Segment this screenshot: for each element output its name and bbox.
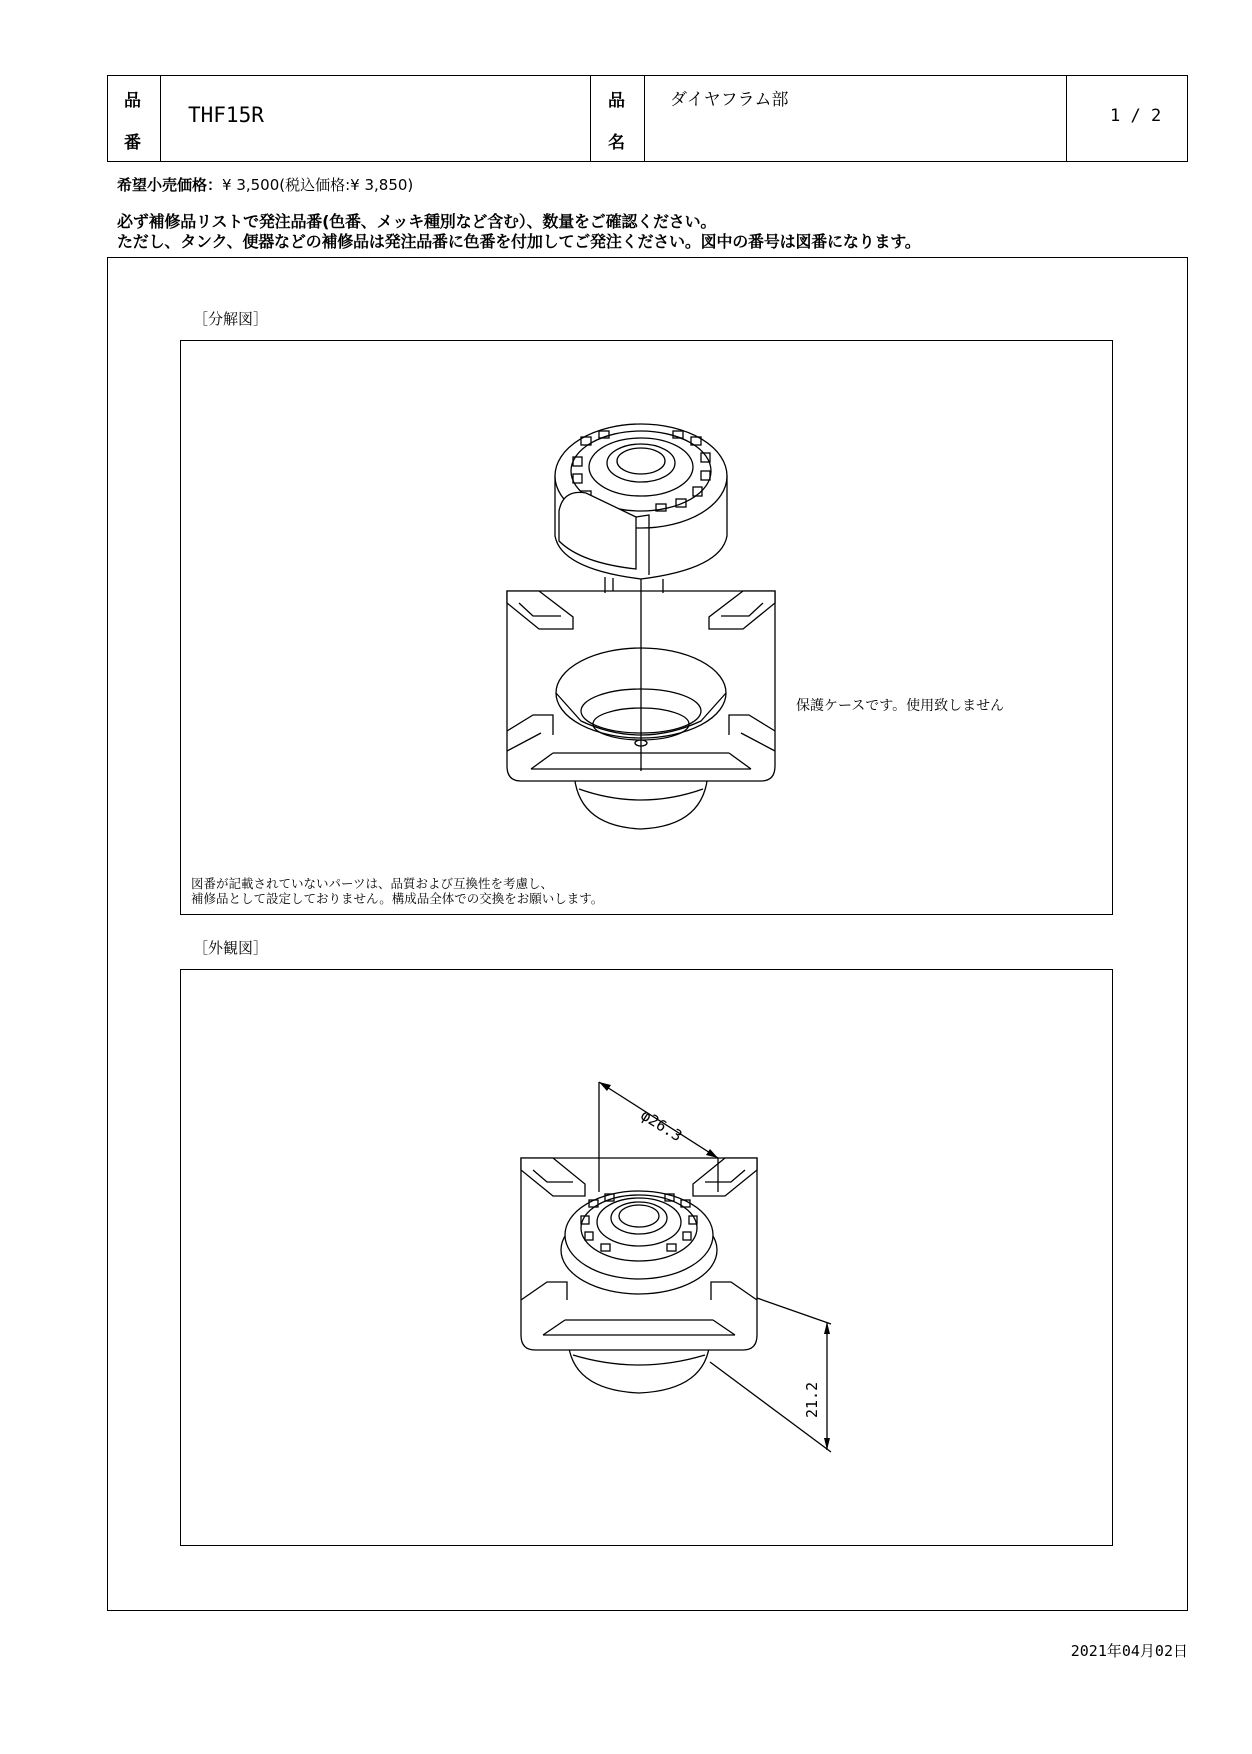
diameter-dimension: φ26.3 (637, 1106, 686, 1146)
part-name-label-bottom: 名 (608, 133, 625, 153)
page-number: 1 / 2 (1110, 106, 1162, 126)
external-view-drawing (181, 970, 1112, 1545)
retail-price (117, 174, 413, 195)
exploded-view-label: ［分解図］ (193, 310, 269, 328)
issue-date: 2021年04月02日 (1070, 1642, 1188, 1660)
protection-case-callout: 保護ケースです。使用致しません (796, 698, 1005, 714)
external-view-panel (180, 969, 1113, 1546)
part-name: ダイヤフラム部 (670, 90, 789, 110)
external-view-label: ［外観図］ (193, 939, 269, 957)
part-number-label-bottom: 番 (124, 133, 141, 153)
exploded-footnote-1: 図番が記載されていないパーツは、品質および互換性を考慮し、 (191, 876, 554, 891)
price-label: 希望小売価格： (117, 176, 223, 194)
exploded-footnote-2: 補修品として設定しておりません。構成品全体での交換をお願いします。 (191, 891, 604, 906)
exploded-view-panel (180, 340, 1113, 915)
height-dimension: 21.2 (803, 1381, 821, 1418)
note-line-1: 必ず補修品リストで発注品番(色番、メッキ種別など含む）、数量をご確認ください。 (117, 212, 717, 231)
part-number: THF15R (188, 103, 264, 127)
exploded-view-drawing (181, 341, 1112, 914)
part-number-label-top: 品 (124, 91, 141, 111)
part-name-label-top: 品 (608, 91, 625, 111)
price-value: ¥ 3,500(税込価格:¥ 3,850) (222, 176, 414, 194)
header-table (107, 75, 1188, 162)
note-line-2: ただし、タンク、便器などの補修品は発注品番に色番を付加してご発注ください。図中の番号は図番になります。 (117, 232, 921, 251)
